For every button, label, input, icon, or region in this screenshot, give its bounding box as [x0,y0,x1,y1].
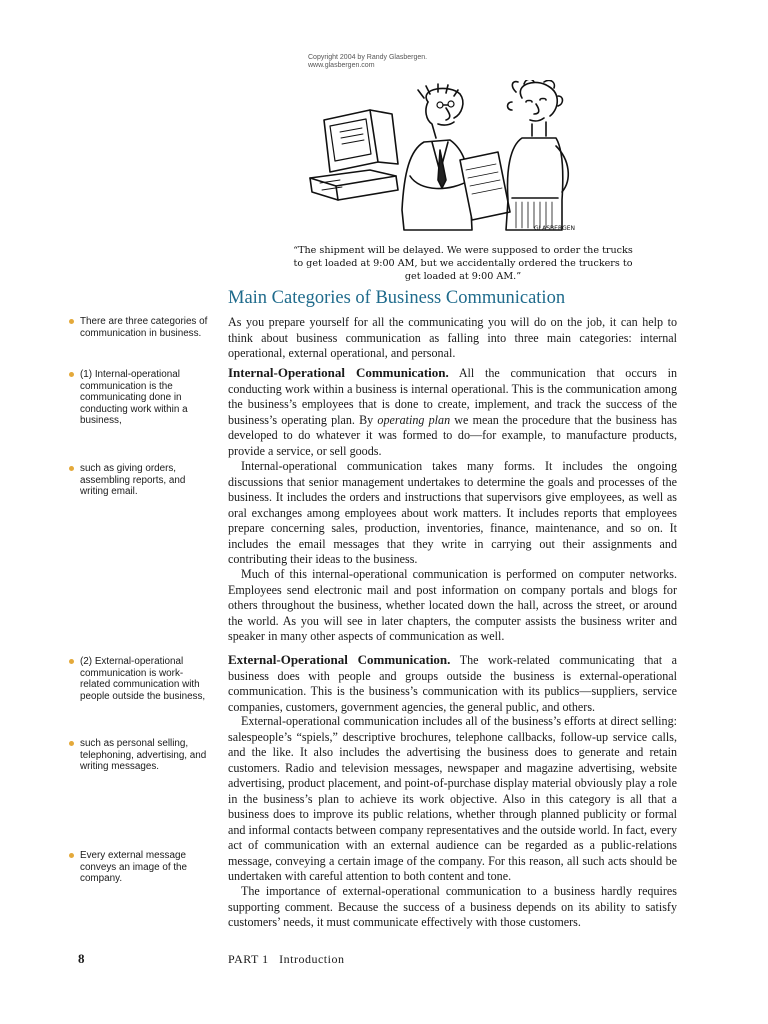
margin-note [80,463,212,498]
margin-note [80,738,212,773]
internal-text-b: we mean the procedure that the business has developed to do whatever it was formed to do—for example, to manufacture products, provide a service, or sell goods. [228,412,677,458]
external-paragraph-1 [228,652,677,715]
margin-note [80,369,212,427]
margin-note-text: such as personal selling, telephoning, advertising, and writing messages. [80,738,207,773]
intro-paragraph: As you prepare yourself for all the communicating you will do on the job, it can help to think about business communication as falling into three main categories: internal operational, external operational, and personal. [228,315,677,360]
cartoon-signature: GLASBERGEN [534,225,576,232]
bullet-icon [69,319,74,324]
cartoon-illustration [300,80,600,235]
internal-text-a: All the communication that occurs in conducting work within a business is internal operational. This is the communication among the business’s employees that is done to create, implement, and track the success of the business’s operating plan. By [228,366,678,427]
cartoon-copyright [308,54,508,70]
internal-paragraph-1 [228,365,677,459]
copyright-line: Copyright 2004 by Randy Glasbergen. [308,54,428,61]
margin-note [80,316,212,339]
external-paragraph-3: The importance of external-operational communication to a business hardly requires supporting comment. Because the success of a business depends on its ability to satisfy customers’ needs, it must communicate effectively with those customers. [228,884,677,929]
cartoon-caption: “The shipment will be delayed. We were supposed to order the trucks to get loaded at 9:00 AM, but we accidentally ordered the truckers to get loaded at 9:00 AM.” [293,245,633,282]
bullet-icon [69,466,74,471]
external-heading: External-Operational Communication. [228,652,451,667]
running-foot: PART 1 Introduction [228,952,345,966]
copyright-url: www.glasbergen.com [308,62,375,69]
margin-note-text: such as giving orders, assembling reports, and writing email. [80,463,186,498]
bullet-icon [69,853,74,858]
margin-note-text: (1) Internal-operational communication is the communicating done in conducting work within a business, [80,369,188,427]
margin-note [80,656,212,702]
section-title: Main Categories of Business Communication [228,288,566,308]
internal-paragraph-2: Internal-operational communication takes many forms. It includes the ongoing discussions that senior management undertakes to determine the goals and processes of the business. It includes the orders and instructions that supervisors give employees, as well as oral exchanges among employees about work matters. It includes reports that employees prepare concerning sales, production, inventories, finance, maintenance, and so on. It includes the email messages that they write in carrying out their assignments and contributing their ideas to the business. [228,459,677,566]
bullet-icon [69,372,74,377]
bullet-icon [69,741,74,746]
bullet-icon [69,659,74,664]
external-text: The work-related communicating that a business does with people and groups outside the business is external-operational communication. This is the business’s communication with its publics—suppliers, service companies, customers, government agencies, the general public, and others. [228,653,677,714]
page-number: 8 [78,951,85,966]
margin-note-text: (2) External-operational communication is work-related communication with people outside the business, [80,656,206,702]
external-paragraph-2: External-operational communication includes all of the business’s efforts at direct selling: salespeople’s “spiels,” descriptive brochures, telephone callbacks, follow-up service calls, and the like. It also includes the advertising the business does to generate and retain customers. Radio and television messages, newspaper and magazine advertising, website advertising, product placement, and point-of-purchase display material obviously play a role in the business’s plan to achieve its work objective. Also in this category is all that a business does to improve its public relations, whether through planned publicity or formal and informal contacts between company representatives and the outside world. In fact, every act of communication with an external audience can be regarded as a public-relations message, conveying a certain image of the company. For this reason, all such acts should be undertaken with careful attention to both content and tone. [228,714,677,883]
margin-note-text: There are three categories of communication in business. [80,316,208,339]
internal-paragraph-3: Much of this internal-operational communication is performed on computer networks. Employees send electronic mail and post information on company portals and blogs for others throughout the business, whether located down the hall, across the street, or around the world. As you will see in later chapters, the computer assists the business writer and speaker in many other aspects of communication as well. [228,567,677,643]
margin-note [80,850,212,885]
margin-note-text: Every external message conveys an image of the company. [80,850,188,885]
operating-plan-term: operating plan [377,412,451,427]
internal-heading: Internal-Operational Communication. [228,365,449,380]
